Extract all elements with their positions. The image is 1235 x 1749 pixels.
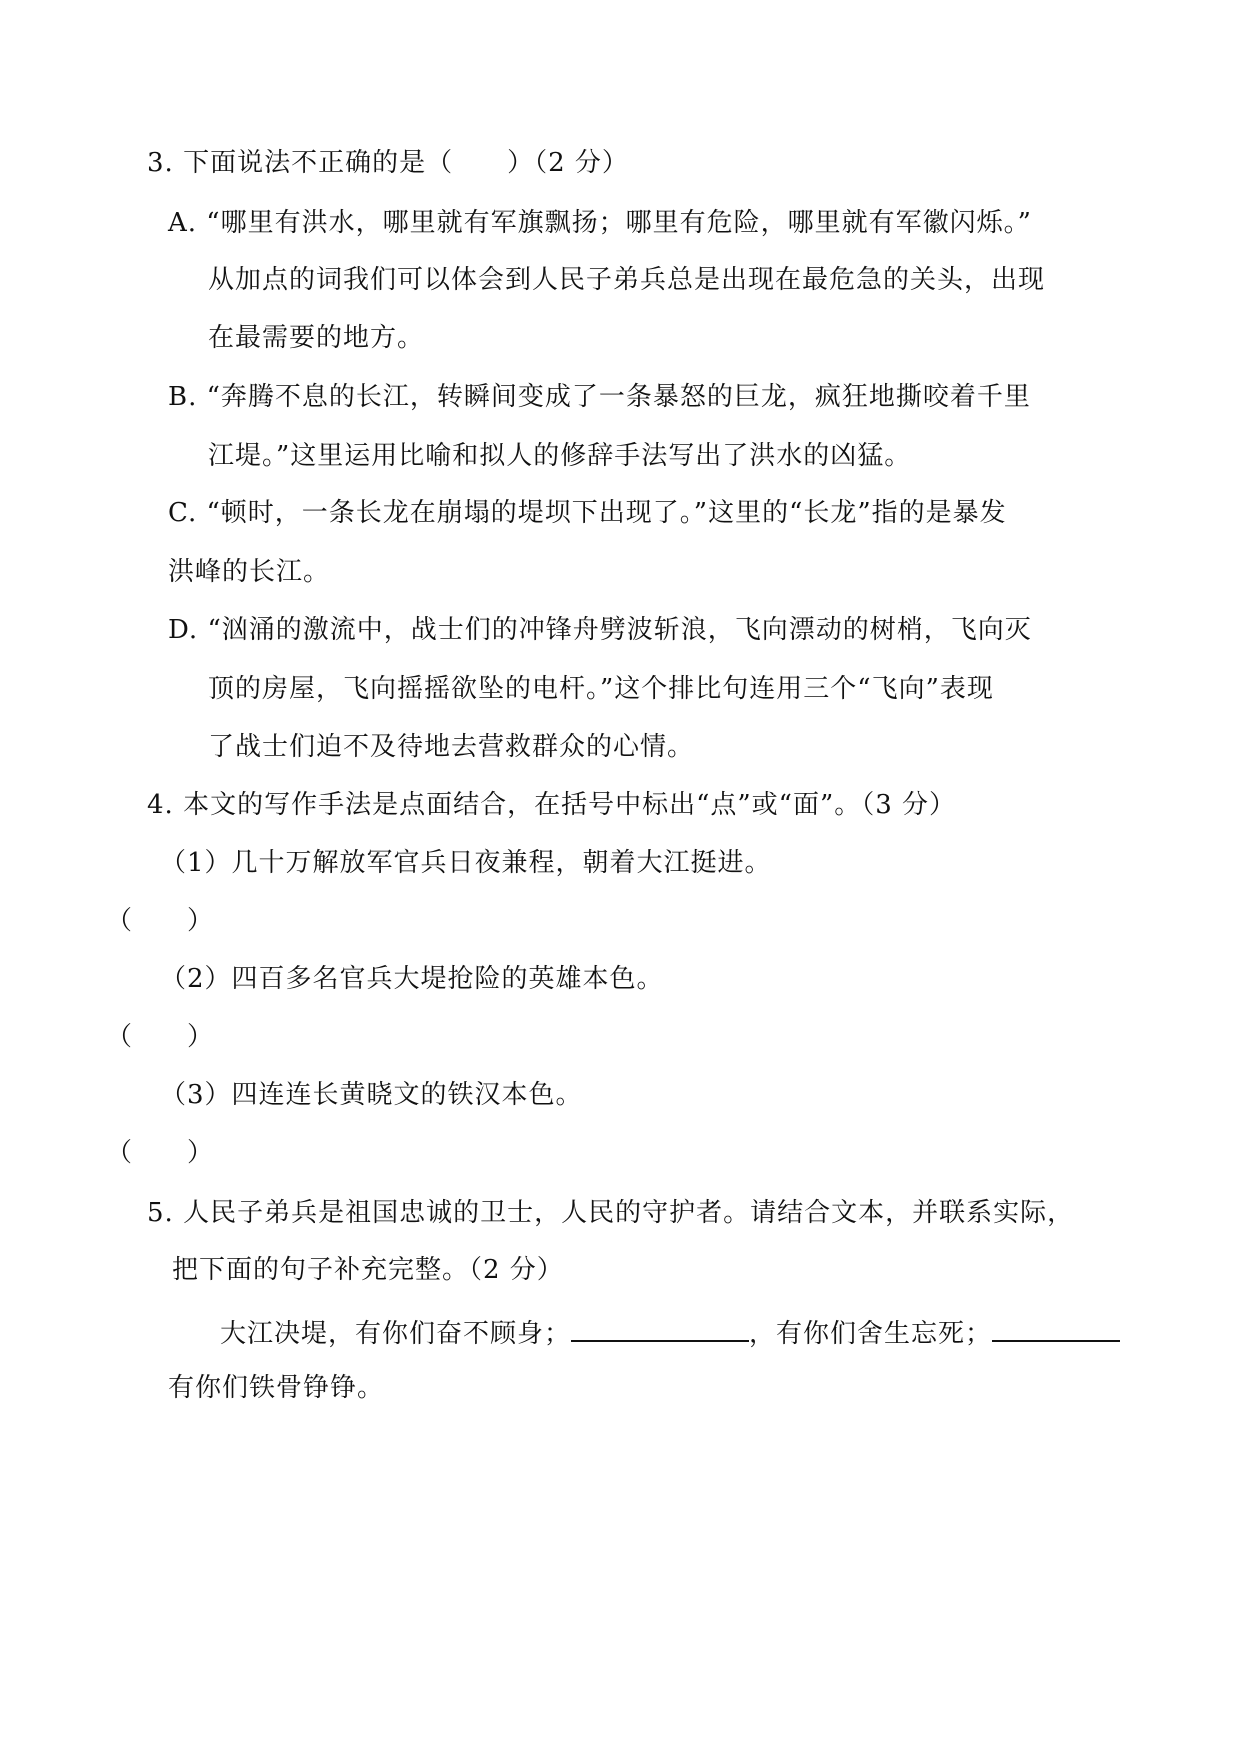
q5-stem-line2: 把下面的句子补充完整。（2 分） — [172, 1255, 564, 1285]
q3-option-d-line2: 顶的房屋，飞向摇摇欲坠的电杆。”这个排比句连用三个“飞向”表现 — [208, 674, 994, 704]
q5-blank-2[interactable] — [992, 1314, 1120, 1342]
q3-stem: 3. 下面说法不正确的是（ ）（2 分） — [147, 148, 629, 178]
q5-stem-line1: 5. 人民子弟兵是祖国忠诚的卫士，人民的守护者。请结合文本，并联系实际， — [147, 1198, 1075, 1228]
q5-fill-part1: 大江决堤，有你们奋不顾身； — [220, 1319, 572, 1349]
q4-item-1: （1）几十万解放军官兵日夜兼程，朝着大江挺进。 — [160, 848, 772, 878]
q3-option-c-line2: 洪峰的长江。 — [168, 557, 331, 587]
q3-option-a-line3: 在最需要的地方。 — [208, 323, 425, 353]
q5-fill-part2: ，有你们舍生忘死； — [749, 1319, 993, 1349]
q5-fill-part3: 有你们铁骨铮铮。 — [168, 1373, 385, 1403]
q4-answer-3[interactable]: （ ） — [106, 1138, 215, 1168]
q3-option-d-line1: D. “汹涌的激流中，战士们的冲锋舟劈波斩浪，飞向漂动的树梢，飞向灭 — [168, 615, 1032, 645]
q4-item-2: （2）四百多名官兵大堤抢险的英雄本色。 — [160, 964, 664, 994]
q4-item-3: （3）四连连长黄晓文的铁汉本色。 — [160, 1080, 583, 1110]
q5-blank-1[interactable] — [571, 1314, 749, 1342]
q3-option-a-line2: 从加点的词我们可以体会到人民子弟兵总是出现在最危急的关头，出现 — [208, 265, 1046, 295]
q4-answer-1[interactable]: （ ） — [106, 906, 215, 936]
q4-answer-2[interactable]: （ ） — [106, 1022, 215, 1052]
q3-option-b-line1: B. “奔腾不息的长江，转瞬间变成了一条暴怒的巨龙，疯狂地撕咬着千里 — [168, 382, 1031, 412]
q3-option-a-line1: A. “哪里有洪水，哪里就有军旗飘扬；哪里有危险，哪里就有军徽闪烁。” — [168, 208, 1032, 238]
q4-stem: 4. 本文的写作手法是点面结合，在括号中标出“点”或“面”。（3 分） — [147, 790, 957, 820]
q3-option-d-line3: 了战士们迫不及待地去营救群众的心情。 — [208, 732, 695, 762]
q3-option-b-line2: 江堤。”这里运用比喻和拟人的修辞手法写出了洪水的凶猛。 — [208, 441, 912, 471]
q5-fill-sentence — [220, 1314, 1120, 1350]
q3-option-c-line1: C. “顿时，一条长龙在崩塌的堤坝下出现了。”这里的“长龙”指的是暴发 — [168, 498, 1007, 528]
